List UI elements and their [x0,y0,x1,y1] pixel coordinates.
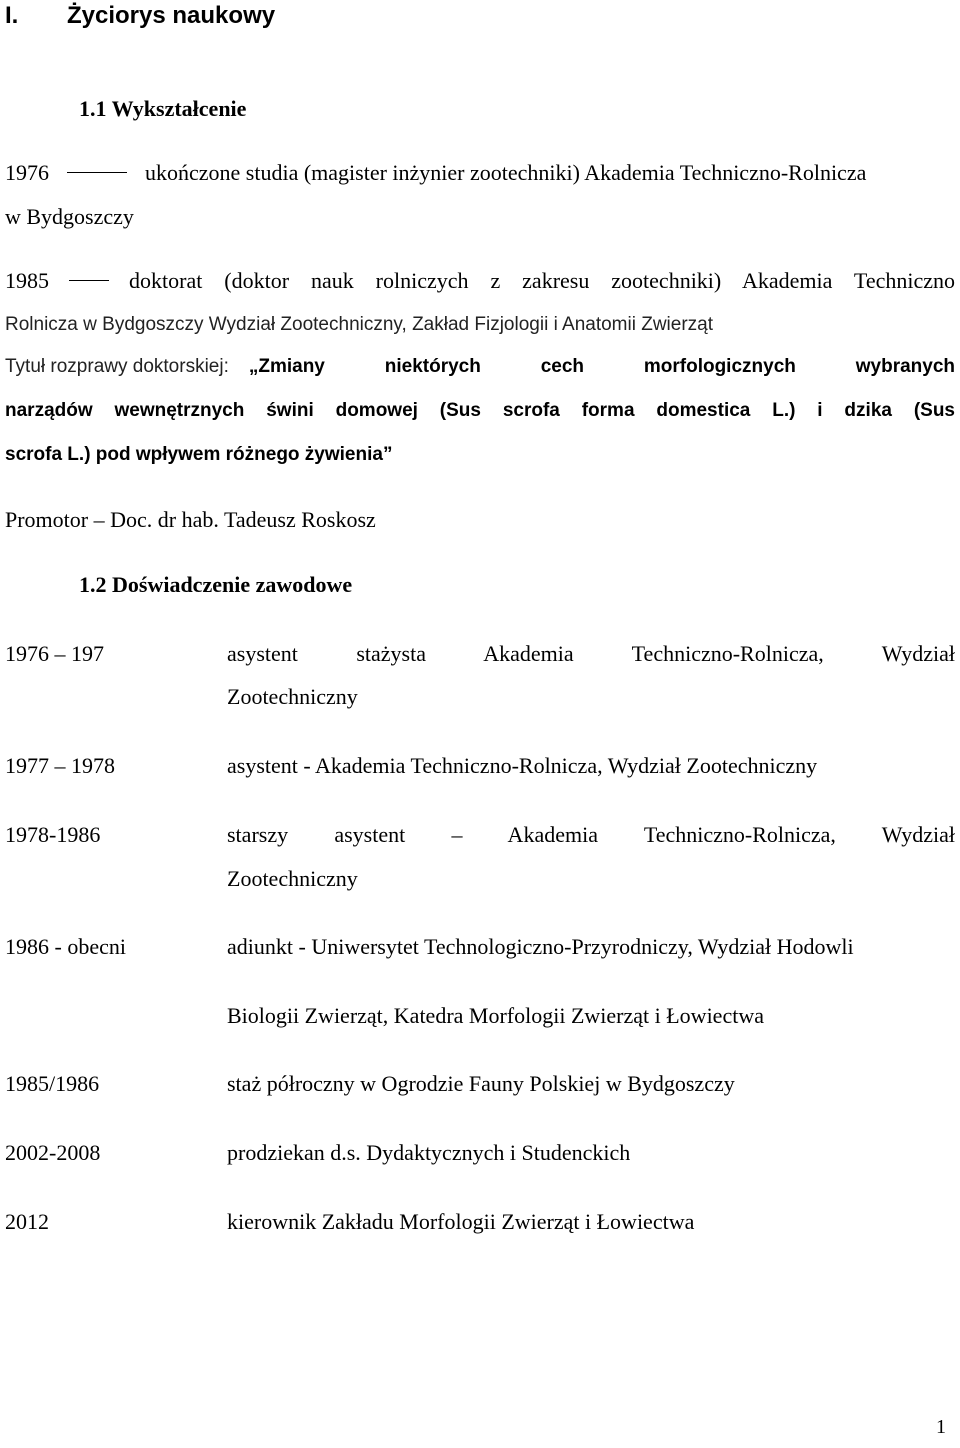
experience-years-1: 1976 – 197 [5,641,104,666]
experience-years-6: 2002-2008 [5,1140,101,1165]
experience-desc-3b: Zootechniczny [227,866,358,891]
experience-years-7: 2012 [5,1209,49,1234]
masters-year: 1976 [5,160,49,185]
promoter: Promotor – Doc. dr hab. Tadeusz Roskosz [5,507,376,532]
experience-desc-6: prodziekan d.s. Dydaktycznych i Studenckich [227,1140,631,1165]
experience-years-5: 1985/1986 [5,1071,100,1096]
experience-desc-3: starszy asystent – Akademia Techniczno-Rolnicza, Wydział [227,822,955,847]
doctorate-line-2: Rolnicza w Bydgoszczy Wydział Zootechniczny, Zakład Fizjologii i Anatomii Zwierząt [5,314,714,335]
page-number: 1 [936,1416,946,1438]
doctorate-year: 1985 [5,268,49,293]
thesis-title-2: narządów wewnętrznych świni domowej (Sus scrofa forma domestica L.) i dzika (Sus [5,400,955,421]
section-heading [5,2,275,30]
experience-desc-5: staż półroczny w Ogrodzie Fauny Polskiej w Bydgoszczy [227,1071,735,1096]
experience-desc-1b: Zootechniczny [227,684,358,709]
thesis-label: Tytuł rozprawy doktorskiej: [5,356,229,377]
masters-dash [67,172,127,173]
experience-years-2: 1977 – 1978 [5,753,115,778]
experience-desc-2: asystent - Akademia Techniczno-Rolnicza, Wydział Zootechniczny [227,753,818,778]
education-masters [5,160,955,186]
section-number: I. [5,2,19,29]
masters-line-2: w Bydgoszczy [5,204,134,229]
doctorate-dash [69,280,109,281]
experience-desc-1: asystent stażysta Akademia Techniczno-Rolnicza, Wydział [227,641,955,666]
experience-heading: 1.2 Doświadczenie zawodowe [79,572,353,597]
section-title: Życiorys naukowy [67,2,276,29]
experience-desc-7: kierownik Zakładu Morfologii Zwierząt i Łowiectwa [227,1209,695,1234]
thesis-title-1: „Zmiany niektórych cech morfologicznych wybranych [248,356,955,377]
education-heading: 1.1 Wykształcenie [79,96,247,121]
experience-desc-4b: Biologii Zwierząt, Katedra Morfologii Zwierząt i Łowiectwa [227,1003,764,1028]
masters-line-1 [5,160,955,186]
masters-text: ukończone studia (magister inżynier zootechniki) Akademia Techniczno-Rolnicza [145,160,867,185]
thesis-title-3: scrofa L.) pod wpływem różnego żywienia” [5,444,393,465]
doctorate-text: doktorat (doktor nauk rolniczych z zakresu zootechniki) Akademia Techniczno [129,268,955,293]
thesis-line-1 [5,356,955,378]
experience-years-3: 1978-1986 [5,822,101,847]
doctorate-line-1 [5,268,955,294]
experience-years-4: 1986 - obecni [5,934,126,959]
experience-desc-4: adiunkt - Uniwersytet Technologiczno-Przyrodniczy, Wydział Hodowli [227,934,854,959]
